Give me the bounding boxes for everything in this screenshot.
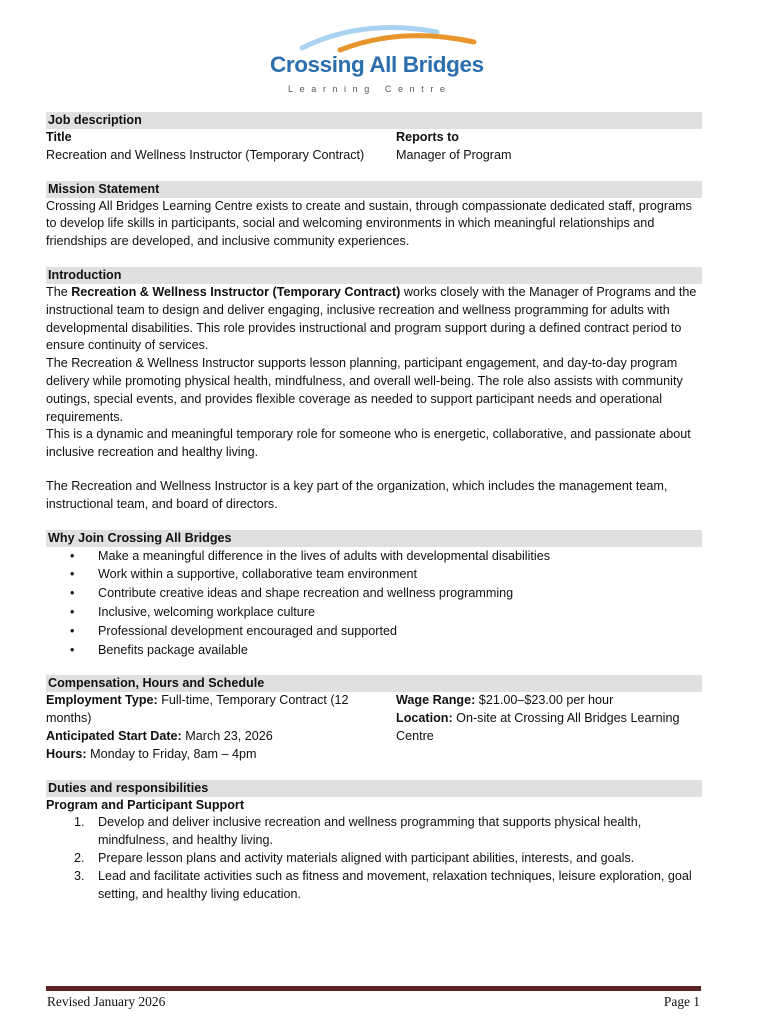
compensation-row (46, 692, 702, 763)
wage-range (396, 692, 702, 710)
reports-to-value: Manager of Program (396, 147, 512, 162)
intro-paragraph-3: This is a dynamic and meaningful temporary role for someone who is energetic, collaborative, and passionate about inclusive recreation and healthy living. (46, 427, 691, 460)
section-heading-duties: Duties and responsibilities (46, 780, 702, 797)
reports-to-label: Reports to (396, 130, 459, 144)
start-date-value: March 23, 2026 (181, 728, 273, 743)
wage-value: $21.00–$23.00 per hour (475, 693, 614, 708)
location-value: On-site at Crossing All Bridges Learning Centre (396, 711, 680, 743)
item-number: 2. (74, 850, 85, 865)
list-item: • Make a meaningful difference in the lives of adults with developmental disabilities (46, 547, 702, 566)
item-text: Develop and deliver inclusive recreation and wellness programming that supports physical health, mindfulness, and healthy living. (98, 815, 642, 848)
employment-type-value: Full-time, Temporary Contract (12 months) (46, 693, 349, 726)
list-item (46, 814, 702, 850)
organization-logo (262, 18, 492, 98)
location-label: Location: (396, 711, 453, 726)
intro-paragraph-4: The Recreation and Wellness Instructor is a key part of the organization, which includes the management team, instructional team, and board of directors. (46, 478, 668, 511)
hours-label: Hours: (46, 746, 87, 761)
intro-paragraph-2: The Recreation & Wellness Instructor supports lesson planning, participant engagement, and day-to-day program delivery while promoting physical health, mindfulness, and overall well-being. The role also assists with community outings, special events, and provides flexible coverage as needed to support participant needs and operational requirements. (46, 356, 683, 424)
list-item (46, 868, 702, 904)
item-text: Prepare lesson plans and activity materials aligned with participant abilities, interests, and goals. (98, 850, 635, 865)
title-value: Recreation and Wellness Instructor (Temporary Contract) (46, 147, 365, 162)
list-item: • Professional development encouraged and supported (46, 622, 702, 641)
intro-p1-rest: works closely with the Manager of Programs and the instructional team to design and deliver engaging, inclusive recreation and wellness programming for adults with developmental disabilities. This role provides instructional and program support during a defined contract period to ensure continuity of services. (46, 284, 697, 353)
wage-label: Wage Range: (396, 693, 476, 708)
item-number: 3. (74, 868, 85, 883)
duties-subheading: Program and Participant Support (46, 797, 245, 812)
job-description-document (46, 112, 702, 903)
employment-type-label: Employment Type: (46, 693, 158, 708)
item-text: Lead and facilitate activities such as fitness and movement, relaxation techniques, leisure exploration, goal setting, and healthy living education. (98, 868, 692, 901)
start-date (46, 728, 396, 746)
location (396, 710, 702, 746)
section-heading-compensation: Compensation, Hours and Schedule (46, 675, 702, 692)
footer-revised: Revised January 2026 (47, 994, 166, 1009)
intro-p1-role: Recreation & Wellness Instructor (Temporary Contract) (71, 284, 401, 299)
section-heading-introduction: Introduction (46, 267, 702, 284)
section-heading-mission: Mission Statement (46, 181, 702, 198)
duties-list (46, 814, 702, 903)
logo-title: Crossing All Bridges (270, 52, 484, 77)
hours (46, 746, 396, 764)
hours-value: Monday to Friday, 8am – 4pm (86, 746, 257, 761)
section-heading-job-description: Job description (46, 112, 702, 129)
start-date-label: Anticipated Start Date: (46, 728, 182, 743)
list-item: • Inclusive, welcoming workplace culture (46, 603, 702, 622)
list-item: • Benefits package available (46, 641, 702, 660)
logo-subtitle: Learning Centre (288, 84, 452, 94)
section-heading-why-join: Why Join Crossing All Bridges (46, 530, 702, 547)
intro-p1-prefix: The (46, 284, 72, 299)
list-item: • Work within a supportive, collaborative team environment (46, 565, 702, 584)
item-number: 1. (74, 815, 85, 830)
footer-page-number: Page 1 (663, 994, 700, 1009)
why-join-list (46, 547, 702, 660)
title-label: Title (46, 130, 72, 144)
footer-divider (46, 986, 701, 991)
employment-type (46, 692, 396, 728)
title-reports-row (46, 129, 702, 165)
list-item (46, 850, 702, 868)
list-item: • Contribute creative ideas and shape recreation and wellness programming (46, 584, 702, 603)
mission-text: Crossing All Bridges Learning Centre exists to create and sustain, through compassionate dedicated staff, programs to develop life skills in participants, social and welcoming environments in which meaningful relationships and friendships are developed, and inclusive community experiences. (46, 198, 692, 249)
intro-paragraph-1 (46, 284, 702, 355)
